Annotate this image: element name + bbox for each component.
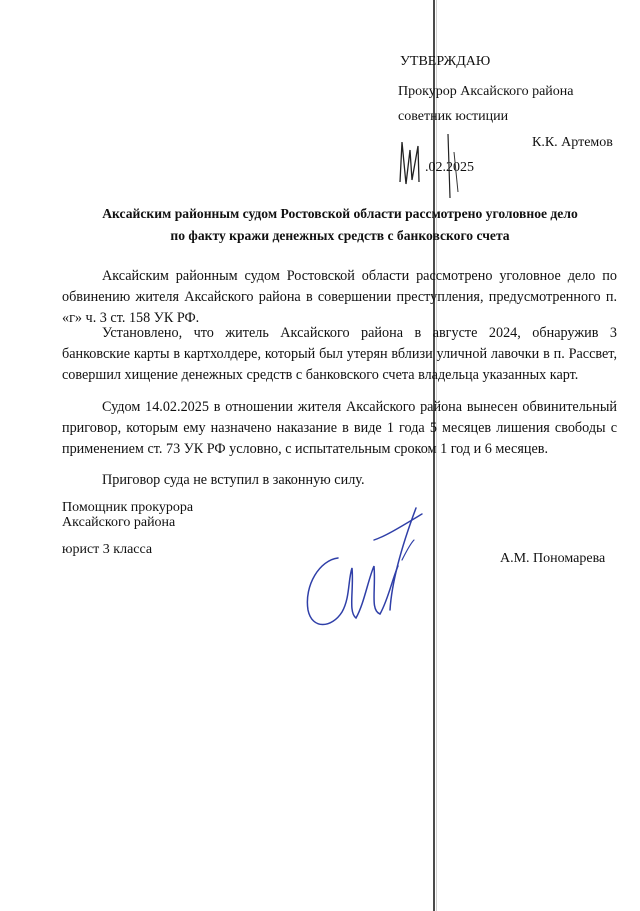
approval-position: Прокурор Аксайского района: [398, 84, 574, 99]
signatory-rank: юрист 3 класса: [62, 542, 153, 557]
title-line-1: Аксайским районным судом Ростовской области рассмотрено уголовное дело: [102, 206, 578, 221]
approver-signature-image: [388, 132, 488, 202]
signatory-position-line-2: Аксайского района: [62, 515, 176, 530]
signature-image: [290, 500, 430, 640]
signatory-name: А.М. Пономарева: [500, 551, 606, 566]
signatory-position-line-1: Помощник прокурора: [62, 500, 194, 515]
body-paragraph-4: Приговор суда не вступил в законную силу.: [102, 472, 365, 488]
body-paragraph-1: Аксайским районным судом Ростовской области рассмотрено уголовное дело по обвинению жителя Аксайского района в совершении преступления, предусмотренного п. «г» ч. 3 ст. 158 УК РФ.: [62, 268, 617, 326]
approval-rank: советник юстиции: [398, 109, 509, 124]
approval-date: .02.2025: [425, 160, 474, 175]
body-paragraph-2: Установлено, что житель Аксайского района в августе 2024, обнаружив 3 банковские карты в картхолдере, который был утерян вблизи уличной лавочки в п. Рассвет, совершил хищение денежных средств с банковского счета владельца указанных карт.: [62, 325, 617, 383]
approval-name: К.К. Артемов: [532, 135, 613, 150]
body-paragraph-3: Судом 14.02.2025 в отношении жителя Аксайского района вынесен обвинительный приговор, которым ему назначено наказание в виде 1 года 5 месяцев лишения свободы с применением ст. 73 УК РФ условно, с испытательным сроком 1 год и 6 месяцев.: [62, 399, 617, 457]
title-line-2: по факту кражи денежных средств с банковского счета: [170, 228, 510, 243]
approval-heading: УТВЕРЖДАЮ: [400, 54, 491, 69]
